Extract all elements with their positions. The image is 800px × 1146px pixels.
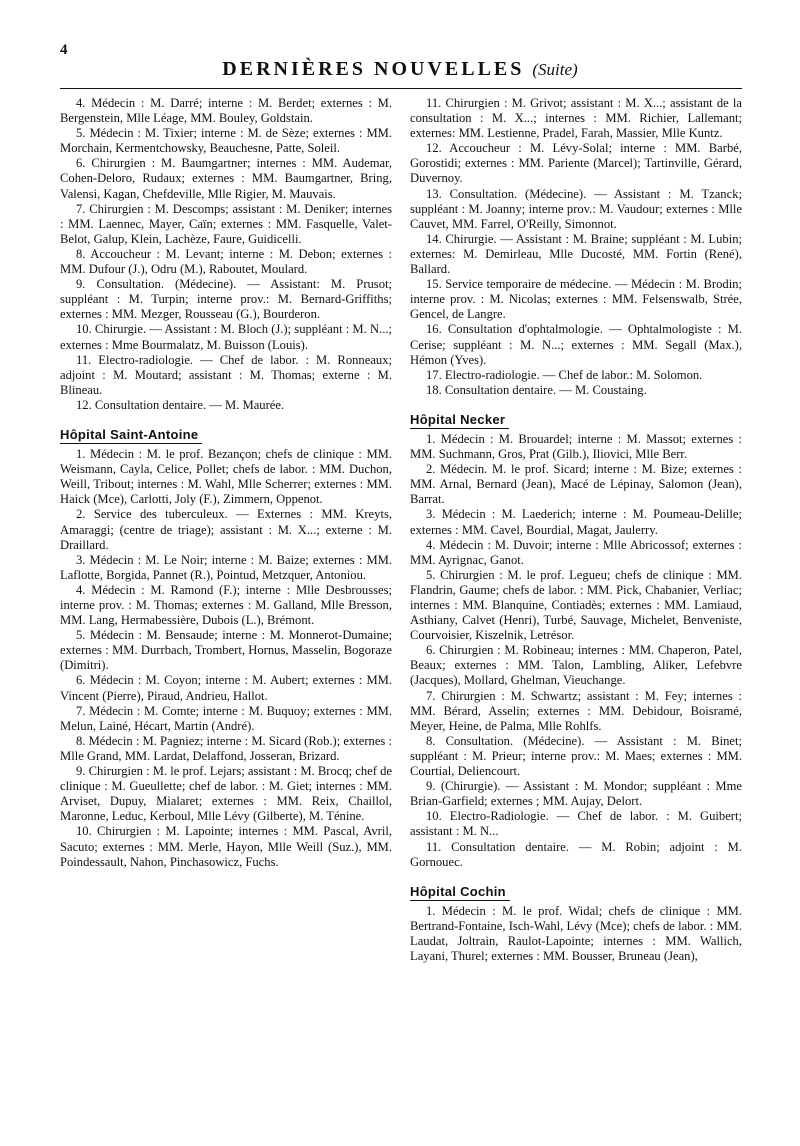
entry: 11. Consultation dentaire. — M. Robin; adjoint : M. Gornouec. — [410, 839, 742, 869]
entry: 5. Médecin : M. Bensaude; interne : M. Monnerot-Dumaine; externes : MM. Durrbach, Trombert, Hornus, Masselin, Bogoraze (Dimitri). — [60, 628, 392, 673]
entry: 12. Consultation dentaire. — M. Maurée. — [76, 397, 285, 412]
entry: 2. Service des tuberculeux. — Externes : MM. Kreyts, Amaraggi; (centre de triage); assistant : M. X...; externe : M. Draillard. — [60, 507, 392, 552]
page-number: 4 — [60, 42, 68, 58]
entry: 10. Electro-Radiologie. — Chef de labor. : M. Guibert; assistant : M. N... — [410, 809, 742, 839]
entry: 16. Consultation d'ophtalmologie. — Ophtalmologiste : M. Cerise; suppléant : M. N...; externes : MM. Segall (Max.), Hémon (Yves). — [410, 322, 742, 367]
entry: 8. Consultation. (Médecine). — Assistant : M. Binet; suppléant : M. Prieur; interne prov.: M. Maes; externes : MM. Courtial, Deliencourt. — [410, 733, 742, 779]
entry: 9. Chirurgien : M. le prof. Lejars; assistant : M. Brocq; chef de clinique : M. Gueullette; chef de labor. : M. Giet; internes : MM. Arviset, Dupuy, Mialaret; externes : MM. Reix, Chaillol, Maronne, Leduc, Kerboul, Mlle Lévy (Gilberte), M. Ténine. — [60, 764, 392, 824]
entry: 5. Médecin : M. Tixier; interne : M. de Sèze; externes : MM. Morchain, Kermentchowsky, Beauchesne, Patte, Soleil. — [60, 126, 392, 156]
entry: 7. Médecin : M. Comte; interne : M. Buquoy; externes : MM. Melun, Lainé, Hécart, Martin (André). — [60, 703, 392, 733]
hospital-section — [410, 870, 742, 964]
section-saint-antoine — [60, 413, 392, 870]
section-title: Hôpital Cochin — [410, 884, 510, 901]
entry: 11. Chirurgien : M. Grivot; assistant : M. X...; assistant de la consultation : M. X...; internes : MM. Richier, Lallemant; externes: MM. Lestienne, Pradel, Farah, Massier, Mlle Kuntz. — [410, 96, 742, 141]
entry: 18. Consultation dentaire. — M. Coustaing. — [426, 382, 647, 397]
page-title-suffix: (Suite) — [532, 60, 578, 79]
entry: 10. Chirurgie. — Assistant : M. Bloch (J.); suppléant : M. N...; externes : Mme Bourmalatz, M. Buisson (Louis). — [60, 322, 392, 352]
right-intro-entries — [410, 96, 742, 398]
entry: 7. Chirurgien : M. Descomps; assistant : M. Deniker; internes : MM. Laennec, Mayer, Caïn; externes : MM. Fasquelle, Valet-Belot, Galup, Klein, Lachèze, Faure, Guidicelli. — [60, 201, 392, 246]
entry: 3. Médecin : M. Le Noir; interne : M. Baize; externes : MM. Laflotte, Borgida, Pannet (R.), Pointud, Metzquer, Antoniou. — [60, 552, 392, 582]
section-entries — [60, 447, 392, 870]
entry: 1. Médecin : M. le prof. Widal; chefs de clinique : MM. Bertrand-Fontaine, Isch-Wahl, Lévy (Mce); chefs de labor. : MM. Laudat, Joltrain, Raulot-Lapointe; internes : MM. Wallich, Layani, Thurel; externes : MM. Bousser, Bruneau (Jean), — [410, 903, 742, 964]
entry: 10. Chirurgien : M. Lapointe; internes : MM. Pascal, Avril, Sacuto; externes : MM. Merle, Hayon, Mlle Weill (Suz.), MM. Poindessault, Nahon, Pinchasowicz, Fuchs. — [60, 824, 392, 869]
entry: 4. Médecin : M. Duvoir; interne : Mlle Abricossof; externes : MM. Ayrignac, Ganot. — [410, 537, 742, 567]
entry: 8. Accoucheur : M. Levant; interne : M. Debon; externes : MM. Dufour (J.), Odru (M.), Raboutet, Moulard. — [60, 246, 392, 277]
entry: 1. Médecin : M. Brouardel; interne : M. Massot; externes : MM. Suchmann, Gros, Prat (Gilb.), Iliovici, Mlle Berr. — [410, 431, 742, 462]
entry: 15. Service temporaire de médecine. — Médecin : M. Brodin; interne prov. : M. Nicolas; externes : MM. Felsenswalb, Strée, Gencel, de Langre. — [410, 277, 742, 322]
page-title-main: DERNIÈRES NOUVELLES — [222, 58, 525, 80]
entry: 6. Médecin : M. Coyon; interne : M. Aubert; externes : MM. Vincent (Pierre), Piraud, Andrieu, Hallot. — [60, 673, 392, 703]
entry: 17. Electro-radiologie. — Chef de labor.: M. Solomon. — [426, 367, 703, 382]
entry: 4. Médecin : M. Ramond (F.); interne : Mlle Desbrousses; interne prov. : M. Thomas; externes : M. Galland, Mlle Bresson, MM. Lang, Hermabessière, Dubois (L.), Brémont. — [60, 582, 392, 628]
entry: 8. Médecin : M. Pagniez; interne : M. Sicard (Rob.); externes : Mlle Grand, MM. Lardat, Delaffond, Josseran, Brizard. — [60, 733, 392, 763]
page-title — [0, 58, 800, 81]
entry: 13. Consultation. (Médecine). — Assistant : M. Tzanck; suppléant : M. Joanny; interne prov.: M. Vaudour; externes : Mlle Cauvet, MM. Farrel, O'Reilly, Simonnot. — [410, 186, 742, 231]
section-title: Hôpital Necker — [410, 412, 509, 429]
right-sections — [410, 398, 742, 964]
entry: 4. Médecin : M. Darré; interne : M. Berdet; externes : M. Bergenstein, Mlle Léage, MM. Bouley, Goldstain. — [60, 96, 392, 126]
hospital-section — [410, 398, 742, 870]
entry: 6. Chirurgien : M. Baumgartner; internes : MM. Audemar, Cohen-Deloro, Rudaux; externes : MM. Baumgartner, Bring, Valensi, Kagan, Chefdeville, Mlle Rigier, M. Mauvais. — [60, 156, 392, 201]
entry: 1. Médecin : M. le prof. Bezançon; chefs de clinique : MM. Weismann, Cayla, Celice, Pollet; chefs de labor. : MM. Duchon, Weill, Tribout; internes : M. Wahl, Mlle Scherrer; externes : MM. Haick (Mce), Carlotti, Joly (F.), Zimmern, Oppenot. — [60, 447, 392, 507]
left-column — [60, 96, 392, 1136]
entry: 6. Chirurgien : M. Robineau; internes : MM. Chaperon, Patel, Beaux; externes : MM. Talon, Lambling, Aliker, Lefebvre (Jacques), Mollard, Ghelman, Vieuchange. — [410, 643, 742, 688]
entry: 12. Accoucheur : M. Lévy-Solal; interne : MM. Barbé, Gorostidi; externes : MM. Pariente (Marcel); Tartinville, Gérard, Duvernoy. — [410, 141, 742, 186]
right-column — [410, 96, 742, 1136]
entry: 11. Electro-radiologie. — Chef de labor. : M. Ronneaux; adjoint : M. Moutard; assistant : M. Thomas; externe : M. Blineau. — [60, 352, 392, 397]
entry: 7. Chirurgien : M. Schwartz; assistant : M. Fey; internes : MM. Bérard, Asselin; externes : MM. Debidour, Boisramé, Meyer, Heine, de Palma, Mlle Rohlfs. — [410, 688, 742, 733]
entry: 9. (Chirurgie). — Assistant : M. Mondor; suppléant : Mme Brian-Garfield; externes ; MM. Aujay, Delort. — [410, 779, 742, 809]
entry: 5. Chirurgien : M. le prof. Legueu; chefs de clinique : MM. Flandrin, Gaume; chefs de labor. : MM. Pick, Chabanier, Verliac; internes : MM. Blanquine, Contiadès; externes : MM. Lamiaud, Asthiany, Calvet (Henri), Turbé, Sauvage, Michelet, Benveniste, Courvoisier, Kiszelnik, Letrésor. — [410, 567, 742, 643]
entry: 2. Médecin. M. le prof. Sicard; interne : M. Bize; externes : MM. Arnal, Bernard (Jean), Macé de Lépinay, Salomon (Jean), Barrat. — [410, 462, 742, 507]
section-title: Hôpital Saint-Antoine — [60, 427, 202, 444]
title-rule — [60, 88, 742, 89]
left-intro-entries — [60, 96, 392, 413]
entry: 3. Médecin : M. Laederich; interne : M. Poumeau-Delille; externes : MM. Cavel, Bourdial, Magat, Jaulerry. — [410, 507, 742, 537]
section-entries — [410, 432, 742, 870]
section-entries — [410, 904, 742, 964]
entry: 14. Chirurgie. — Assistant : M. Braine; suppléant : M. Lubin; externes: M. Demirleau, Mlle Ducosté, MM. Fortin (René), Ballard. — [410, 231, 742, 277]
entry: 9. Consultation. (Médecine). — Assistant: M. Prusot; suppléant : M. Turpin; interne prov.: M. Bernard-Griffiths; externes : MM. Mezger, Rousseau (G.), Bourderon. — [60, 277, 392, 322]
